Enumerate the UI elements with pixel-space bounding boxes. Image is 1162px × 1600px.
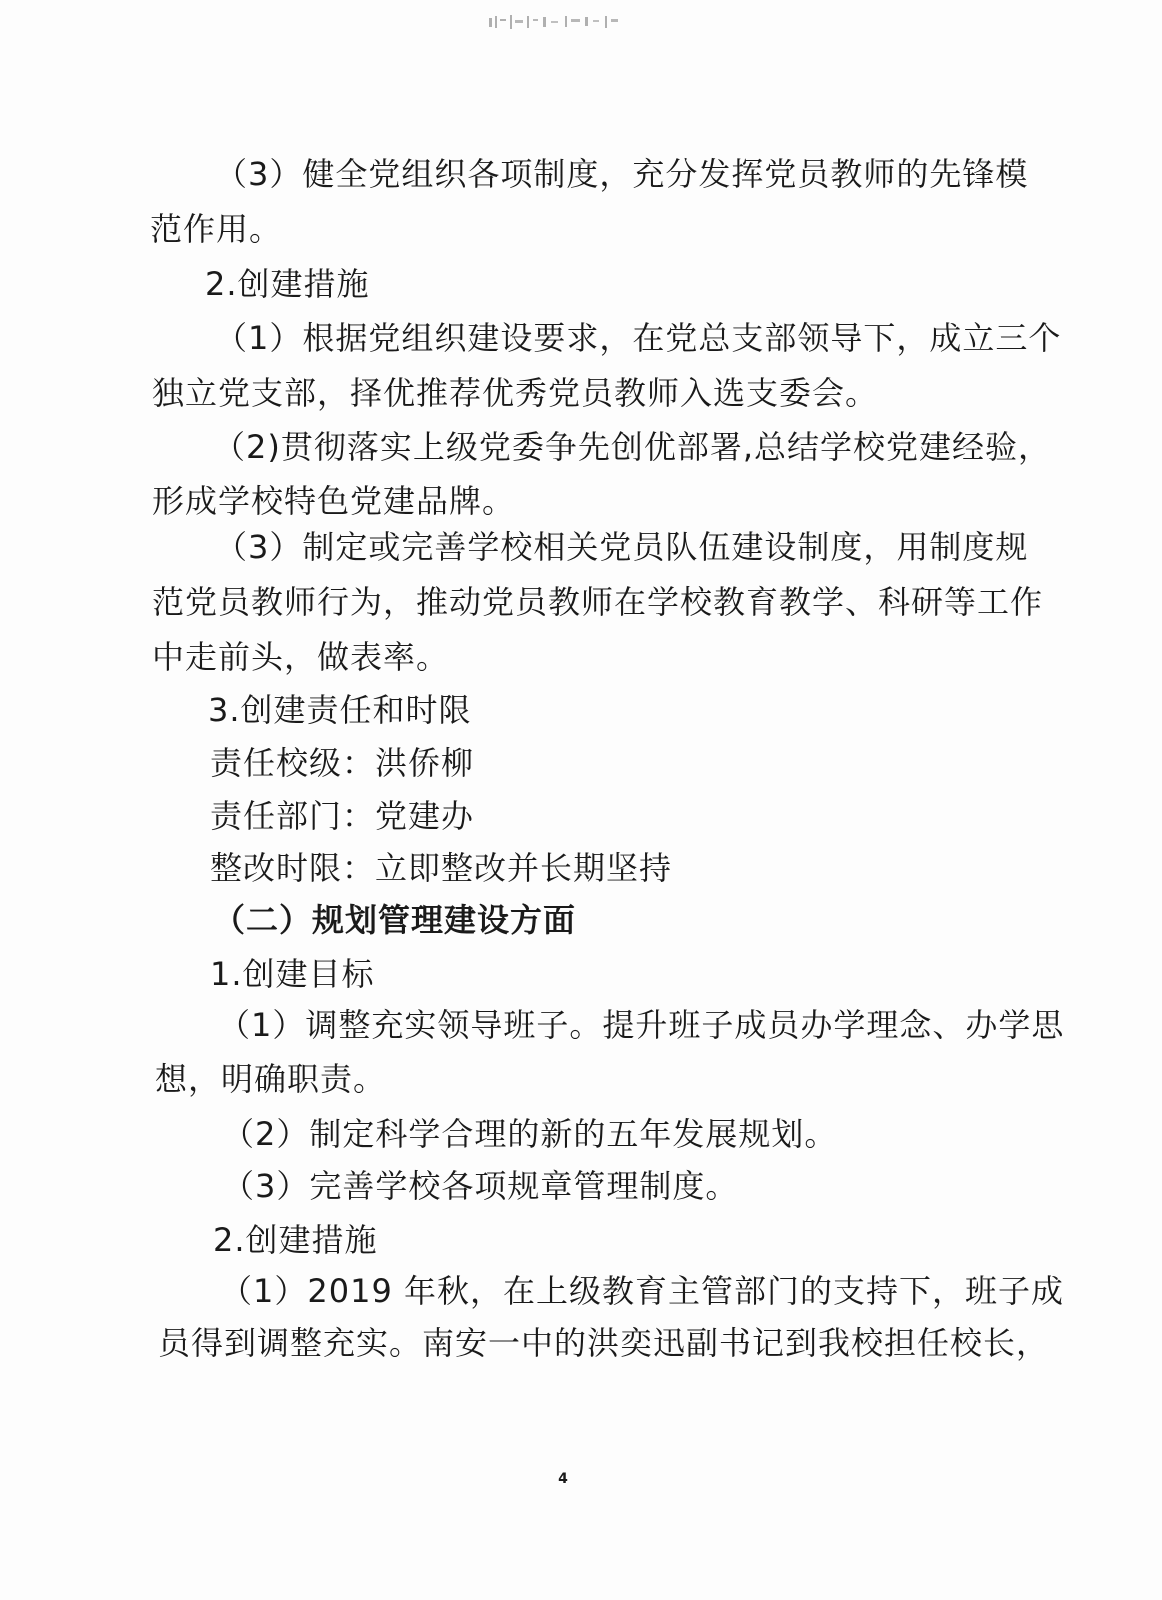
paragraph-line: （1）调整充实领导班子。提升班子成员办学理念、办学思: [218, 1006, 1065, 1044]
paragraph-line: （3）健全党组织各项制度，充分发挥党员教师的先锋模: [215, 155, 1029, 193]
section-subheading: 3.创建责任和时限: [208, 691, 472, 729]
responsible-department: 责任部门：党建办: [210, 797, 475, 835]
paragraph-line: （3）完善学校各项规章管理制度。: [222, 1167, 739, 1205]
scan-artifact: [485, 10, 635, 32]
paragraph-line: 独立党支部，择优推荐优秀党员教师入选支委会。: [152, 374, 879, 412]
section-subheading: 1.创建目标: [210, 955, 375, 993]
paragraph-line: 范作用。: [150, 210, 283, 248]
paragraph-line: 形成学校特色党建品牌。: [152, 482, 516, 520]
paragraph-line: 中走前头，做表率。: [152, 638, 450, 676]
paragraph-line: （2）制定科学合理的新的五年发展规划。: [222, 1115, 838, 1153]
paragraph-line: （2)贯彻落实上级党委争先创优部署,总结学校党建经验，: [213, 428, 1052, 466]
paragraph-line: （1）2019 年秋，在上级教育主管部门的支持下，班子成: [220, 1272, 1064, 1310]
paragraph-line: 想，明确职责。: [155, 1060, 387, 1098]
section-heading: （二）规划管理建设方面: [213, 901, 577, 939]
section-subheading: 2.创建措施: [213, 1221, 378, 1259]
paragraph-line: 范党员教师行为，推动党员教师在学校教育教学、科研等工作: [152, 583, 1044, 621]
deadline-line: 整改时限：立即整改并长期坚持: [210, 849, 673, 887]
section-subheading: 2.创建措施: [205, 265, 370, 303]
paragraph-line: 员得到调整充实。南安一中的洪奕迅副书记到我校担任校长，: [158, 1324, 1050, 1362]
paragraph-line: （3）制定或完善学校相关党员队伍建设制度，用制度规: [215, 528, 1029, 566]
responsible-leader: 责任校级：洪侨柳: [210, 744, 475, 782]
paragraph-line: （1）根据党组织建设要求，在党总支部领导下，成立三个: [215, 319, 1062, 357]
page-number: 4: [558, 1471, 568, 1487]
